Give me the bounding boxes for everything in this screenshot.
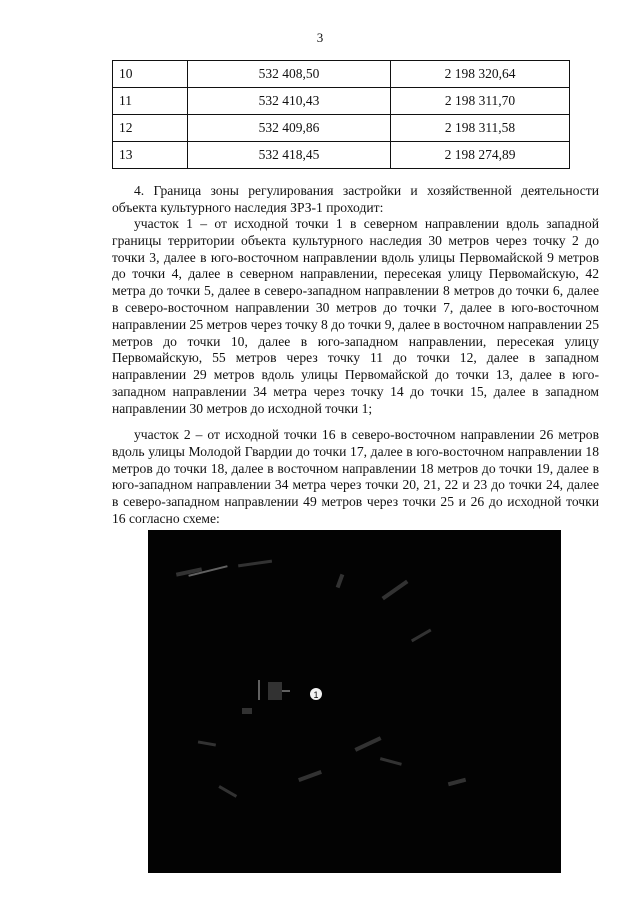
page-number: 3 [316, 30, 324, 45]
y-coordinate-cell: 2 198 311,70 [391, 88, 570, 115]
y-coordinate-cell: 2 198 274,89 [391, 142, 570, 169]
part-1-paragraph [112, 216, 599, 418]
point-number-cell: 10 [113, 61, 188, 88]
x-coordinate-cell: 532 410,43 [188, 88, 391, 115]
point-number-cell: 11 [113, 88, 188, 115]
y-coordinate-cell: 2 198 311,58 [391, 115, 570, 142]
table-row [113, 88, 570, 115]
point-number-cell: 13 [113, 142, 188, 169]
part-1-text: участок 1 – от исходной точки 1 в северном направлении вдоль западной границы территории объекта культурного наследия 30 метров через точку 2 до точки 3, далее в юго-восточном направлении вдоль улицы Первомайской 9 метров до точки 4, далее в северном направлении, пересекая улицу Первомайскую, 42 метра до точки 5, далее в северо-западном направлении 8 метров до точки 6, далее в северо-восточном направлении 30 метров до точки 7, далее в юго-восточном направлении 25 метров через точку 8 до точки 9, далее в восточном направлении 25 метров до точки 10, далее в юго-западном направлении, пересекая улицу Первомайскую, 55 метров через точку 11 до точки 12, далее в западном направлении 29 метров вдоль улицы Первомайской до точки 13, далее в юго-западном направлении 34 метра через точку 14 до точки 15, далее в западном направлении 30 метров до исходной точки 1; [112, 216, 599, 416]
part-2-paragraph [112, 427, 599, 528]
section-heading-paragraph [112, 183, 599, 217]
map-marker [310, 688, 322, 700]
scheme-map-image [148, 530, 561, 873]
x-coordinate-cell: 532 408,50 [188, 61, 391, 88]
heading-text: 4. Граница зоны регулирования застройки и хозяйственной деятельности объекта культурного наследия ЗРЗ-1 проходит: [112, 183, 599, 215]
y-coordinate-cell: 2 198 320,64 [391, 61, 570, 88]
coordinates-table [112, 60, 570, 169]
table-row [113, 142, 570, 169]
x-coordinate-cell: 532 418,45 [188, 142, 391, 169]
table-row [113, 115, 570, 142]
dark-scheme-map [148, 530, 561, 873]
point-number-cell: 12 [113, 115, 188, 142]
x-coordinate-cell: 532 409,86 [188, 115, 391, 142]
table-row [113, 61, 570, 88]
part-2-text: участок 2 – от исходной точки 16 в северо-восточном направлении 26 метров вдоль улицы Молодой Гвардии до точки 17, далее в юго-восточном направлении 18 метров до точки 18, далее в восточном направлении 18 метров до точки 19, далее в юго-западном направлении 34 метра через точки 20, 21, 22 и 23 до точки 24, далее в северо-западном направлении 49 метров через точки 25 и 26 до исходной точки 16 согласно схеме: [112, 427, 599, 526]
map-marker-label: 1 [313, 690, 319, 700]
